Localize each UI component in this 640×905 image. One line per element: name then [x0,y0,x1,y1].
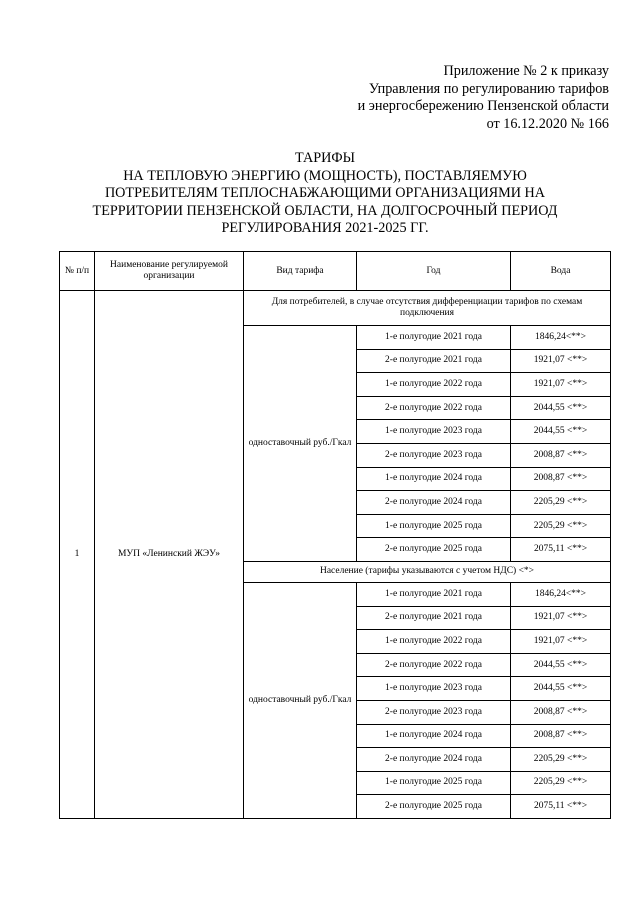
period-cell: 2-е полугодие 2023 года [357,700,511,724]
period-cell: 2-е полугодие 2022 года [357,653,511,677]
table-header-row [60,252,611,291]
period-cell: 2-е полугодие 2025 года [357,795,511,819]
appendix-line: и энергосбережению Пензенской области [357,98,609,115]
row-number: 1 [60,291,95,819]
value-cell: 1846,24<**> [511,326,611,350]
group-row [60,291,611,326]
value-cell: 2205,29 <**> [511,491,611,515]
appendix-line: Приложение № 2 к приказу [443,63,609,79]
appendix-line: от 16.12.2020 № 166 [486,115,609,132]
header-water: Вода [511,252,611,291]
title-line: ТЕРРИТОРИИ ПЕНЗЕНСКОЙ ОБЛАСТИ, НА ДОЛГОСРОЧНЫЙ ПЕРИОД [92,202,558,219]
org-name: МУП «Ленинский ЖЭУ» [95,291,244,819]
value-cell: 2008,87 <**> [511,467,611,491]
period-cell: 2-е полугодие 2022 года [357,396,511,420]
appendix-header [309,63,609,133]
header-tariff-type: Вид тарифа [244,252,357,291]
group-title: Для потребителей, в случае отсутствия дифференциации тарифов по схемам подключения [244,291,611,326]
period-cell: 1-е полугодие 2022 года [357,373,511,397]
period-cell: 2-е полугодие 2025 года [357,538,511,562]
tariff-type: одноставочный руб./Гкал [244,582,357,818]
value-cell: 2044,55 <**> [511,396,611,420]
title-line: ПОТРЕБИТЕЛЯМ ТЕПЛОСНАБЖАЮЩИМИ ОРГАНИЗАЦИЯМИ НА [104,185,546,202]
value-cell: 2044,55 <**> [511,420,611,444]
header-num: № п/п [60,252,95,291]
value-cell: 2075,11 <**> [511,795,611,819]
header-org: Наименование регулируемой организации [95,252,244,291]
period-cell: 1-е полугодие 2021 года [357,326,511,350]
value-cell: 2205,29 <**> [511,771,611,795]
value-cell: 2008,87 <**> [511,724,611,748]
value-cell: 2075,11 <**> [511,538,611,562]
group-title: Население (тарифы указываются с учетом НДС) <*> [244,561,611,582]
document-title [80,150,570,238]
period-cell: 2-е полугодие 2024 года [357,748,511,772]
period-cell: 1-е полугодие 2024 года [357,724,511,748]
value-cell: 1921,07 <**> [511,630,611,654]
value-cell: 2044,55 <**> [511,677,611,701]
header-year: Год [357,252,511,291]
period-cell: 1-е полугодие 2023 года [357,677,511,701]
value-cell: 1921,07 <**> [511,606,611,630]
period-cell: 1-е полугодие 2025 года [357,514,511,538]
period-cell: 1-е полугодие 2025 года [357,771,511,795]
period-cell: 1-е полугодие 2024 года [357,467,511,491]
tariff-type: одноставочный руб./Гкал [244,326,357,562]
period-cell: 2-е полугодие 2021 года [357,606,511,630]
tariffs-table [59,251,611,819]
period-cell: 1-е полугодие 2023 года [357,420,511,444]
title-line: ТАРИФЫ [295,150,355,166]
period-cell: 1-е полугодие 2022 года [357,630,511,654]
appendix-line: Управления по регулированию тарифов [368,80,609,97]
value-cell: 2044,55 <**> [511,653,611,677]
value-cell: 2205,29 <**> [511,514,611,538]
value-cell: 2008,87 <**> [511,443,611,467]
period-cell: 2-е полугодие 2021 года [357,349,511,373]
period-cell: 2-е полугодие 2024 года [357,491,511,515]
table-body [60,291,611,819]
value-cell: 1921,07 <**> [511,349,611,373]
period-cell: 2-е полугодие 2023 года [357,443,511,467]
value-cell: 1921,07 <**> [511,373,611,397]
value-cell: 2205,29 <**> [511,748,611,772]
title-line: РЕГУЛИРОВАНИЯ 2021-2025 ГГ. [221,220,429,237]
title-line: НА ТЕПЛОВУЮ ЭНЕРГИЮ (МОЩНОСТЬ), ПОСТАВЛЯЕМУЮ [123,167,527,184]
value-cell: 1846,24<**> [511,582,611,606]
value-cell: 2008,87 <**> [511,700,611,724]
period-cell: 1-е полугодие 2021 года [357,582,511,606]
